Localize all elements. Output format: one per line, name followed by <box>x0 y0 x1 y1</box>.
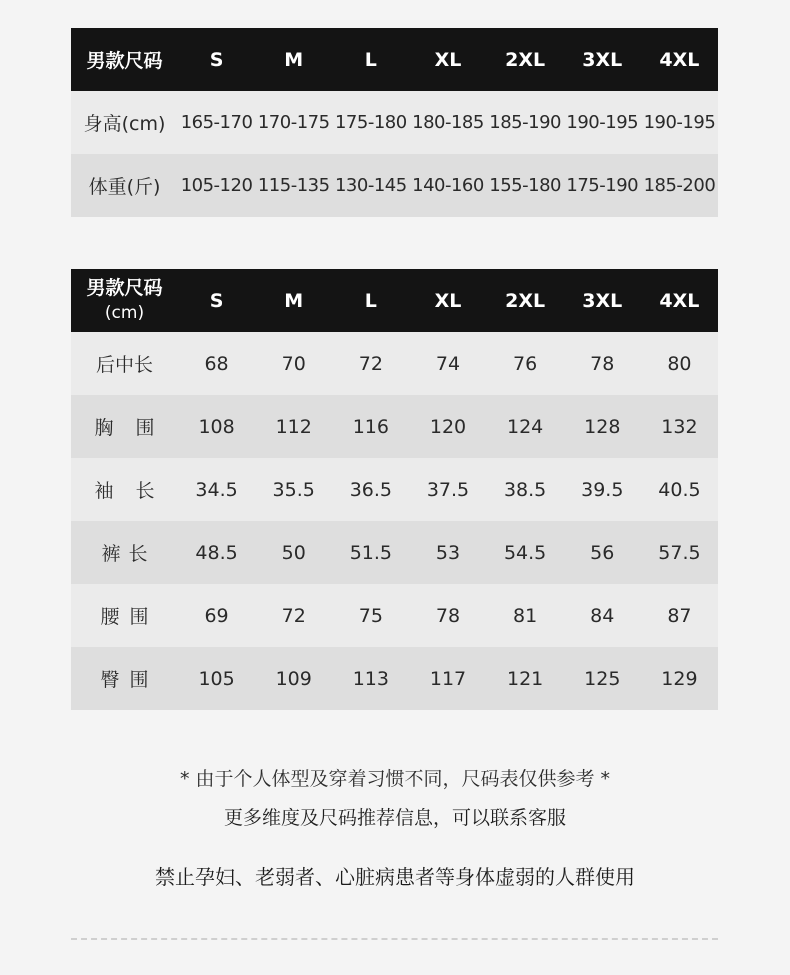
height-weight-size-table <box>71 28 718 217</box>
table-cell: 185-200 <box>641 154 718 217</box>
table-cell: 180-185 <box>409 91 486 154</box>
table-cell: 175-180 <box>332 91 409 154</box>
table-cell: 124 <box>487 395 564 458</box>
table-cell: 105 <box>178 647 255 710</box>
table-cell: 50 <box>255 521 332 584</box>
row-label: 腰围 <box>71 584 178 647</box>
header-size-2xl: 2XL <box>487 269 564 332</box>
table-cell: 54.5 <box>487 521 564 584</box>
table-row-chest <box>71 395 718 458</box>
table-cell: 70 <box>255 332 332 395</box>
table-cell: 53 <box>409 521 486 584</box>
table-cell: 185-190 <box>487 91 564 154</box>
dashed-divider <box>71 938 718 940</box>
table-row-hip <box>71 647 718 710</box>
header-size-l: L <box>332 269 409 332</box>
row-label: 袖长 <box>71 458 178 521</box>
table-row-waist <box>71 584 718 647</box>
table-cell: 34.5 <box>178 458 255 521</box>
table-header-row <box>71 28 718 91</box>
table-cell: 78 <box>564 332 641 395</box>
table-cell: 57.5 <box>641 521 718 584</box>
table-cell: 190-195 <box>641 91 718 154</box>
table-cell: 190-195 <box>564 91 641 154</box>
row-label: 胸围 <box>71 395 178 458</box>
table-cell: 170-175 <box>255 91 332 154</box>
table-cell: 69 <box>178 584 255 647</box>
header-size-3xl: 3XL <box>564 28 641 91</box>
table-cell: 129 <box>641 647 718 710</box>
table-cell: 132 <box>641 395 718 458</box>
header-size-3xl: 3XL <box>564 269 641 332</box>
table-cell: 113 <box>332 647 409 710</box>
table-cell: 109 <box>255 647 332 710</box>
garment-measurement-table <box>71 269 718 710</box>
table-cell: 81 <box>487 584 564 647</box>
header-size-m: M <box>255 28 332 91</box>
row-label: 体重(斤) <box>71 154 178 217</box>
contact-service-note: 更多维度及尺码推荐信息，可以联系客服 <box>223 807 566 829</box>
table-cell: 140-160 <box>409 154 486 217</box>
table-cell: 36.5 <box>332 458 409 521</box>
table-row-sleeve <box>71 458 718 521</box>
table-cell: 84 <box>564 584 641 647</box>
row-label: 裤长 <box>71 521 178 584</box>
table-cell: 68 <box>178 332 255 395</box>
table-cell: 108 <box>178 395 255 458</box>
table-cell: 35.5 <box>255 458 332 521</box>
table-cell: 175-190 <box>564 154 641 217</box>
table-cell: 112 <box>255 395 332 458</box>
table-row-back-length <box>71 332 718 395</box>
table-cell: 105-120 <box>178 154 255 217</box>
table-cell: 115-135 <box>255 154 332 217</box>
table-cell: 48.5 <box>178 521 255 584</box>
table-header-row <box>71 269 718 332</box>
table-row-height <box>71 91 718 154</box>
header-size-s: S <box>178 269 255 332</box>
table-cell: 117 <box>409 647 486 710</box>
header-label: 男款尺码 <box>71 28 178 91</box>
header-size-m: M <box>255 269 332 332</box>
table-cell: 75 <box>332 584 409 647</box>
header-size-l: L <box>332 28 409 91</box>
table-cell: 128 <box>564 395 641 458</box>
header-label-title: 男款尺码 <box>86 277 163 299</box>
table-cell: 78 <box>409 584 486 647</box>
table-cell: 165-170 <box>178 91 255 154</box>
row-label: 臀围 <box>71 647 178 710</box>
disclaimer-note: * 由于个人体型及穿着习惯不同，尺码表仅供参考 * <box>179 768 611 790</box>
table-cell: 80 <box>641 332 718 395</box>
header-size-xl: XL <box>409 269 486 332</box>
usage-warning-note: 禁止孕妇、老弱者、心脏病患者等身体虚弱的人群使用 <box>155 865 635 889</box>
table-cell: 76 <box>487 332 564 395</box>
table-row-weight <box>71 154 718 217</box>
row-label: 后中长 <box>71 332 178 395</box>
table-cell: 38.5 <box>487 458 564 521</box>
table-cell: 72 <box>255 584 332 647</box>
table-cell: 116 <box>332 395 409 458</box>
table-cell: 40.5 <box>641 458 718 521</box>
table-cell: 37.5 <box>409 458 486 521</box>
table-cell: 87 <box>641 584 718 647</box>
table-cell: 56 <box>564 521 641 584</box>
header-size-4xl: 4XL <box>641 269 718 332</box>
header-label <box>71 269 178 332</box>
row-label: 身高(cm) <box>71 91 178 154</box>
table-cell: 130-145 <box>332 154 409 217</box>
table-cell: 51.5 <box>332 521 409 584</box>
table-cell: 155-180 <box>487 154 564 217</box>
table-cell: 74 <box>409 332 486 395</box>
table-cell: 125 <box>564 647 641 710</box>
header-label-unit: (cm) <box>104 303 145 323</box>
table-cell: 72 <box>332 332 409 395</box>
table-cell: 121 <box>487 647 564 710</box>
header-size-2xl: 2XL <box>487 28 564 91</box>
table-cell: 39.5 <box>564 458 641 521</box>
table-cell: 120 <box>409 395 486 458</box>
table-row-pants <box>71 521 718 584</box>
header-size-s: S <box>178 28 255 91</box>
header-size-xl: XL <box>409 28 486 91</box>
header-size-4xl: 4XL <box>641 28 718 91</box>
